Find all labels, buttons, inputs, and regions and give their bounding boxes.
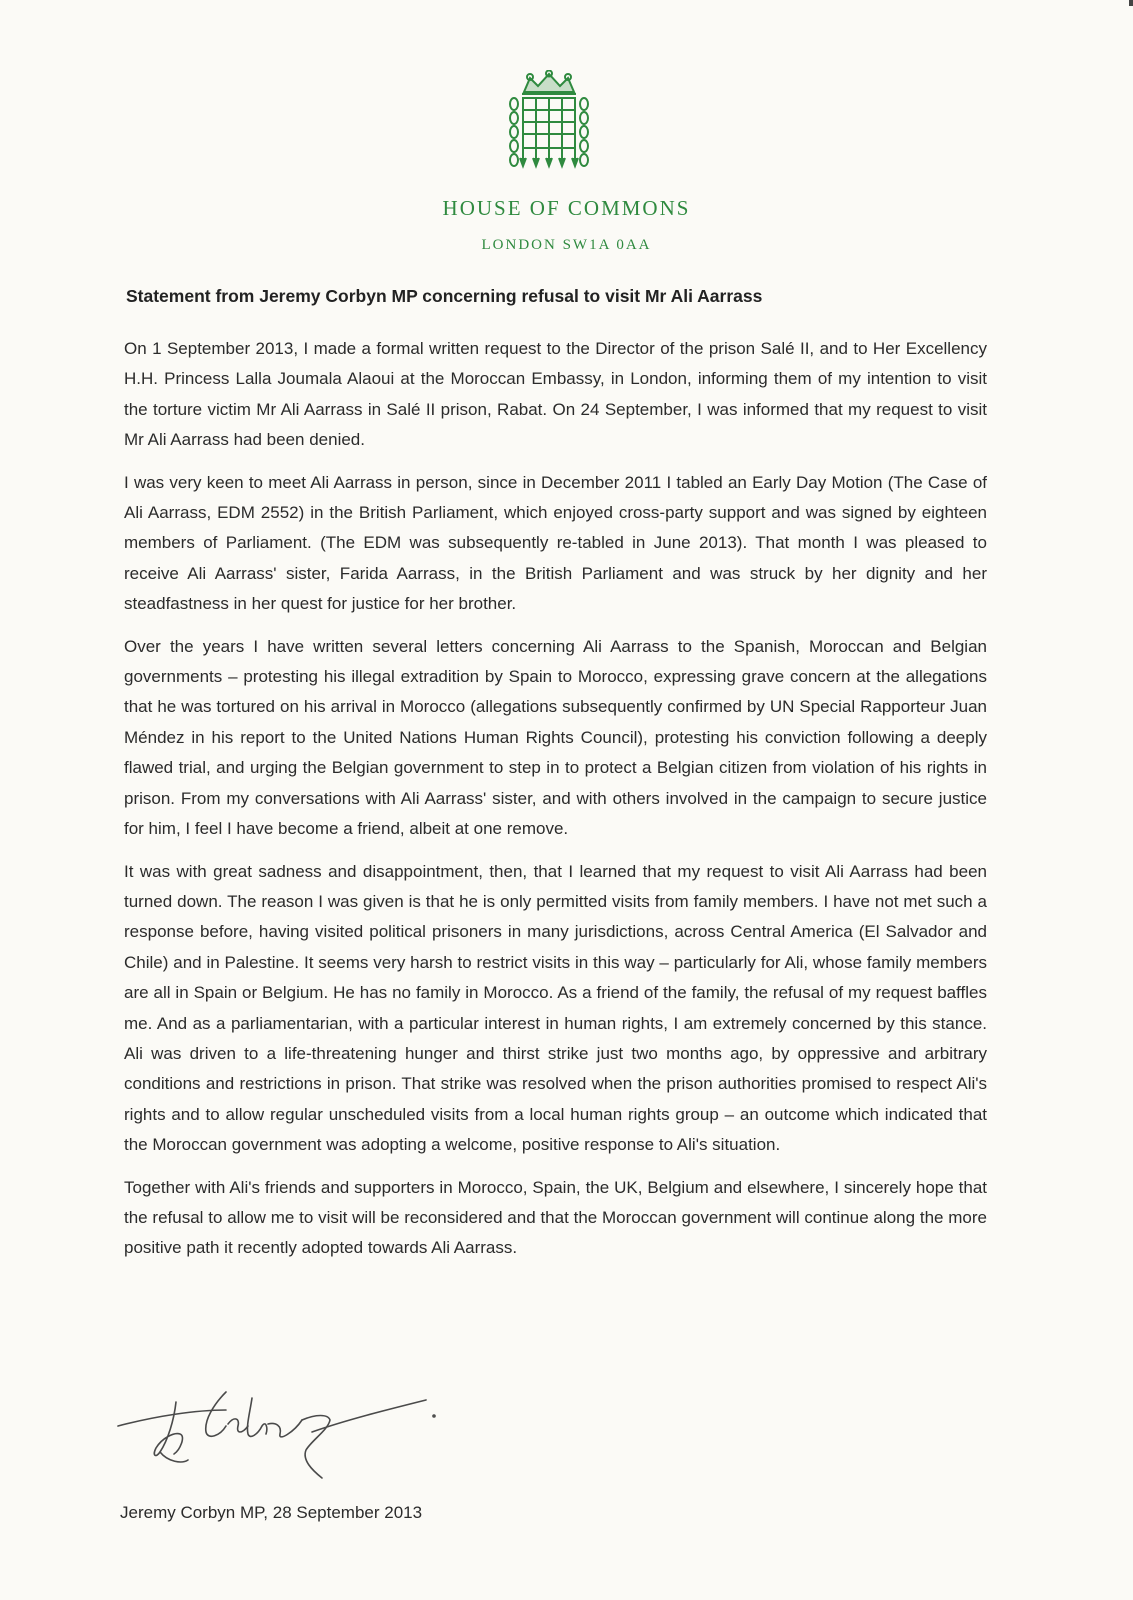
- paragraph-2: I was very keen to meet Ali Aarrass in person, since in December 2011 I tabled an Early Day Motion (The Case of Ali Aarrass, EDM 2552) in the British Parliament, which enjoyed cross-party support and was signed by eighteen members of Parliament. (The EDM was subsequently re-tabled in June 2013). That month I was pleased to receive Ali Aarrass' sister, Farida Aarrass, in the British Parliament and was struck by her dignity and her steadfastness in her quest for justice for her brother.: [124, 472, 987, 614]
- portcullis-icon: [506, 70, 592, 170]
- paragraph-5: Together with Ali's friends and supporters in Morocco, Spain, the UK, Belgium and elsewhere, I sincerely hope that the refusal to allow me to visit will be reconsidered and that the Moroccan government will continue along the more positive path it recently adopted towards Ali Aarrass.: [124, 1177, 987, 1258]
- statement-body: [124, 334, 987, 1276]
- institution-name: HOUSE OF COMMONS: [442, 196, 691, 220]
- statement-title: Statement from Jeremy Corbyn MP concerning refusal to visit Mr Ali Aarrass: [126, 286, 763, 306]
- paragraph-3: Over the years I have written several letters concerning Ali Aarrass to the Spanish, Moroccan and Belgian governments – protesting his illegal extradition by Spain to Morocco, expressing grave concern at the allegations that he was tortured on his arrival in Morocco (allegations subsequently confirmed by UN Special Rapporteur Juan Méndez in his report to the United Nations Human Rights Council), protesting his conviction following a deeply flawed trial, and urging the Belgian government to step in to protect a Belgian citizen from violation of his rights in prison. From my conversations with Ali Aarrass' sister, and with others involved in the campaign to secure justice for him, I feel I have become a friend, albeit at one remove.: [124, 636, 987, 839]
- paragraph-4: It was with great sadness and disappointment, then, that I learned that my request to visit Ali Aarrass had been turned down. The reason I was given is that he is only permitted visits from family members. I have not met such a response before, having visited political prisoners in many jurisdictions, across Central America (El Salvador and Chile) and in Palestine. It seems very harsh to restrict visits in this way – particularly for Ali, whose family members are all in Spain or Belgium. He has no family in Morocco. As a friend of the family, the refusal of my request baffles me. And as a parliamentarian, with a particular interest in human rights, I am extremely concerned by this stance. Ali was driven to a life-threatening hunger and thirst strike just two months ago, by oppressive and arbitrary conditions and restrictions in prison. That strike was resolved when the prison authorities promised to respect Ali's rights and to allow regular unscheduled visits from a local human rights group – an outcome which indicated that the Moroccan government was adopting a welcome, positive response to Ali's situation.: [124, 861, 987, 1155]
- scan-edge-mark: [1129, 0, 1133, 6]
- paragraph-1: On 1 September 2013, I made a formal written request to the Director of the prison Salé II, and to Her Excellency H.H. Princess Lalla Joumala Alaoui at the Moroccan Embassy, in London, informing them of my intention to visit the torture victim Mr Ali Aarrass in Salé II prison, Rabat. On 24 September, I was informed that my request to visit Mr Ali Aarrass had been denied.: [124, 339, 987, 450]
- institution-address: LONDON SW1A 0AA: [481, 237, 652, 253]
- signoff-line: Jeremy Corbyn MP, 28 September 2013: [120, 1503, 423, 1522]
- handwritten-signature: [116, 1380, 446, 1490]
